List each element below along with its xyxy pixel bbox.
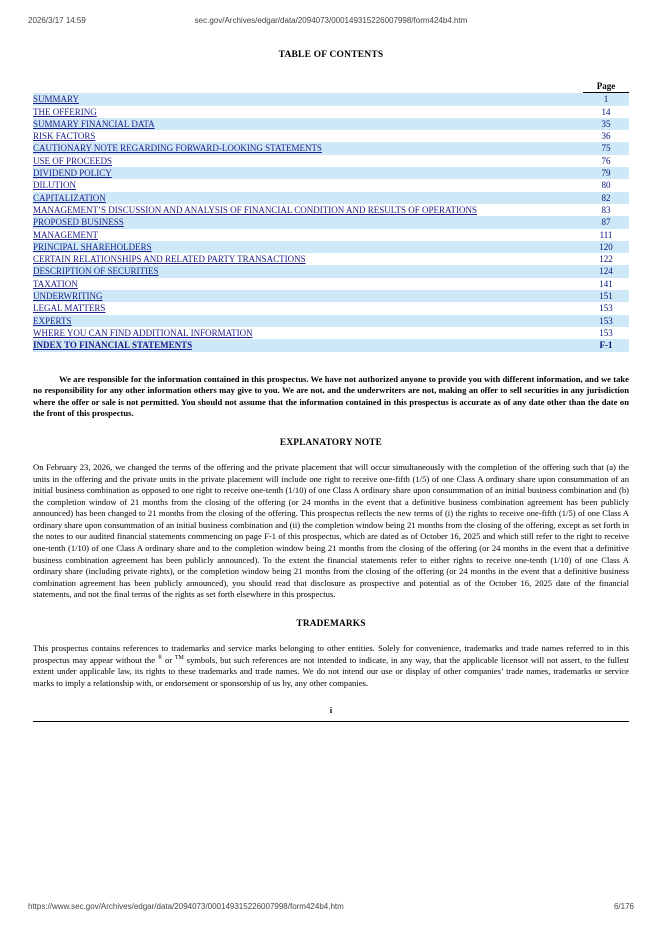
toc-entry-cell <box>33 93 583 106</box>
toc-entry-cell <box>33 192 583 204</box>
toc-row[interactable] <box>33 339 629 351</box>
table-of-contents <box>33 80 629 352</box>
toc-link[interactable]: MANAGEMENT <box>33 229 98 240</box>
toc-entry-cell <box>33 204 583 216</box>
toc-page-number: 80 <box>601 180 611 191</box>
toc-link[interactable]: LEGAL MATTERS <box>33 303 106 314</box>
toc-link[interactable]: INDEX TO FINANCIAL STATEMENTS <box>33 340 193 351</box>
page-bottom-rule <box>33 721 629 722</box>
toc-link[interactable]: SUMMARY FINANCIAL DATA <box>33 118 155 129</box>
toc-entry-cell <box>33 327 583 339</box>
toc-row[interactable] <box>33 179 629 191</box>
print-header-url: sec.gov/Archives/edgar/data/2094073/000149315226007998/form424b4.htm <box>194 16 468 25</box>
toc-row[interactable] <box>33 167 629 179</box>
toc-link[interactable]: CERTAIN RELATIONSHIPS AND RELATED PARTY TRANSACTIONS <box>33 254 306 265</box>
toc-page-number: 124 <box>583 265 629 277</box>
toc-link[interactable]: PRINCIPAL SHAREHOLDERS <box>33 241 152 252</box>
toc-row[interactable] <box>33 118 629 130</box>
toc-link[interactable]: EXPERTS <box>33 315 72 326</box>
toc-page-number: 153 <box>599 327 613 338</box>
responsibility-note: We are responsible for the information contained in this prospectus. We have not authorized anyone to provide you with different information, and we take no responsibility for any other information others may give to you. We are not, and the underwriters are not, making an offer to sell securities in any jurisdiction where the offer or sale is not permitted. You should not assume that the information contained in this prospectus is accurate as of any date other than the date on the front of this prospectus. <box>33 373 629 419</box>
toc-entry-cell <box>33 278 583 290</box>
toc-link[interactable]: RISK FACTORS <box>33 131 96 142</box>
toc-page-number: 141 <box>599 278 613 289</box>
toc-row[interactable] <box>33 106 629 118</box>
document-page <box>33 50 629 722</box>
page-title: TABLE OF CONTENTS <box>278 50 384 60</box>
toc-row[interactable] <box>33 241 629 253</box>
toc-row[interactable] <box>33 192 629 204</box>
toc-entry-cell <box>33 241 583 253</box>
toc-link[interactable]: DIVIDEND POLICY <box>33 168 112 179</box>
toc-row[interactable] <box>33 229 629 241</box>
page-number-marker: i <box>329 705 333 716</box>
toc-entry-cell <box>33 315 583 327</box>
toc-link[interactable]: THE OFFERING <box>33 106 97 117</box>
toc-entry-cell <box>33 302 583 314</box>
toc-page-number: 36 <box>601 131 611 142</box>
toc-link[interactable]: WHERE YOU CAN FIND ADDITIONAL INFORMATION <box>33 327 253 338</box>
toc-page-number: 76 <box>601 155 611 166</box>
toc-link[interactable]: PROPOSED BUSINESS <box>33 217 124 228</box>
toc-page-number: 153 <box>583 315 629 327</box>
toc-entry-cell <box>33 339 583 351</box>
toc-page-number: 35 <box>583 118 629 130</box>
toc-page-number: 153 <box>599 303 613 314</box>
toc-row[interactable] <box>33 204 629 216</box>
toc-page-number: 111 <box>599 229 613 240</box>
toc-page-number: 151 <box>583 290 629 302</box>
toc-page-number: 120 <box>583 241 629 253</box>
toc-link[interactable]: MANAGEMENT’S DISCUSSION AND ANALYSIS OF FINANCIAL CONDITION AND RESULTS OF OPERATIONS <box>33 204 477 215</box>
toc-link[interactable]: DESCRIPTION OF SECURITIES <box>33 266 159 277</box>
toc-link[interactable]: TAXATION <box>33 278 78 289</box>
print-footer-url: https://www.sec.gov/Archives/edgar/data/2094073/000149315226007998/form424b4.htm <box>28 902 344 911</box>
toc-page-number: 14 <box>601 106 611 117</box>
explanatory-note-heading: EXPLANATORY NOTE <box>279 437 383 448</box>
trademarks-body-part3: symbols, but such references are not intended to indicate, in any way, that the applicable licensor will not assert, to the fullest extent under applicable law, its rights to these trademarks and trade names. We do not intend our use or display of other companies’ trade names, trademarks or service marks to imply a relationship with, or endorsement or sponsorship of us by, any other companies. <box>33 654 629 688</box>
toc-row[interactable] <box>33 290 629 302</box>
toc-page-number: 75 <box>583 142 629 154</box>
toc-row[interactable] <box>33 93 629 106</box>
toc-row[interactable] <box>33 130 629 142</box>
toc-page-number: 79 <box>583 167 629 179</box>
trademarks-heading: TRADEMARKS <box>296 619 366 630</box>
toc-link[interactable]: DILUTION <box>33 180 76 191</box>
toc-row[interactable] <box>33 142 629 154</box>
toc-entry-cell <box>33 118 583 130</box>
toc-row[interactable] <box>33 216 629 228</box>
print-footer <box>0 900 662 914</box>
toc-row[interactable] <box>33 278 629 290</box>
toc-entry-cell <box>33 229 583 241</box>
toc-entry-cell <box>33 167 583 179</box>
toc-row[interactable] <box>33 155 629 167</box>
print-footer-pagination: 6/176 <box>613 902 634 911</box>
toc-body <box>33 80 629 352</box>
toc-page-number: 83 <box>601 204 611 215</box>
toc-entry-cell <box>33 179 583 191</box>
toc-page-number: 122 <box>599 254 613 265</box>
toc-page-number: 82 <box>583 192 629 204</box>
toc-page-number: 87 <box>583 216 629 228</box>
explanatory-note-body: On February 23, 2026, we changed the terms of the offering and the private placement that will occur simultaneously with the completion of the offering such that (a) the units in the offering and the private units in the private placement will include one right to receive one-fifth (1/5) of one Class A ordinary share upon consummation of an initial business combination as opposed to one right to receive one-tenth (1/10) of one Class A ordinary share upon consummation of an initial business combination and (b) the completion window of 21 months from the closing of the offering (or 24 months in the event that a definitive business combination agreement has been publicly announced) has been changed to 21 months from the closing of the offering. This prospectus reflects the new terms of (i) the rights to receive one-fifth (1/5) of one Class A ordinary share upon consummation of an initial business combination and (ii) the completion window being 21 months from the closing of the offering, except as set forth in the notes to our audited financial statements commencing on page F-1 of this prospectus, which are dated as of October 16, 2025 and which still refer to the right to receive one-tenth (1/10) of one Class A ordinary share and to the completion window being 21 months from the closing of the offering (or 24 months in the event that a definitive business combination agreement has been publicly announced). To the extent the financial statements refer to either rights to receive one-tenth (1/10) of one Class A ordinary share (including private rights), or the completion window being 21 months from the closing of the offering (or 24 months in the event that a definitive business combination agreement has been publicly announced), you should read that disclosure as prospective and potential as of the October 16, 2025 date of the financial statements, and not the final terms of the rights as set forth elsewhere in this prospectus. <box>33 461 629 600</box>
print-header-timestamp: 2026/3/17 14:59 <box>28 16 86 25</box>
toc-header-blank <box>33 80 583 93</box>
toc-page-number: 1 <box>583 93 629 106</box>
toc-entry-cell <box>33 253 583 265</box>
toc-row[interactable] <box>33 265 629 277</box>
toc-row[interactable] <box>33 302 629 314</box>
trademarks-body-part2: or <box>162 654 175 665</box>
registered-trademark-symbol: ® <box>157 654 163 661</box>
toc-link[interactable]: CAPITALIZATION <box>33 192 106 203</box>
toc-header-row <box>33 80 629 93</box>
toc-link[interactable]: CAUTIONARY NOTE REGARDING FORWARD-LOOKING STATEMENTS <box>33 143 322 154</box>
trademarks-body-part1: This prospectus contains references to trademarks and service marks belonging to other entities. Solely for convenience, trademarks and trade names referred to in this prospectus may appear without the <box>33 643 629 665</box>
toc-entry-cell <box>33 216 583 228</box>
toc-link[interactable]: USE OF PROCEEDS <box>33 155 113 166</box>
print-header <box>0 14 662 28</box>
tm-symbol: TM <box>174 654 184 661</box>
toc-entry-cell <box>33 142 583 154</box>
toc-entry-cell <box>33 106 583 118</box>
toc-link[interactable]: UNDERWRITING <box>33 291 103 302</box>
toc-link[interactable]: SUMMARY <box>33 94 80 105</box>
toc-header-page: Page <box>583 80 629 93</box>
toc-row[interactable] <box>33 327 629 339</box>
trademarks-body <box>33 643 629 689</box>
toc-row[interactable] <box>33 315 629 327</box>
toc-entry-cell <box>33 265 583 277</box>
toc-entry-cell <box>33 155 583 167</box>
toc-entry-cell <box>33 290 583 302</box>
toc-entry-cell <box>33 130 583 142</box>
toc-page-number: F-1 <box>583 339 629 351</box>
toc-row[interactable] <box>33 253 629 265</box>
